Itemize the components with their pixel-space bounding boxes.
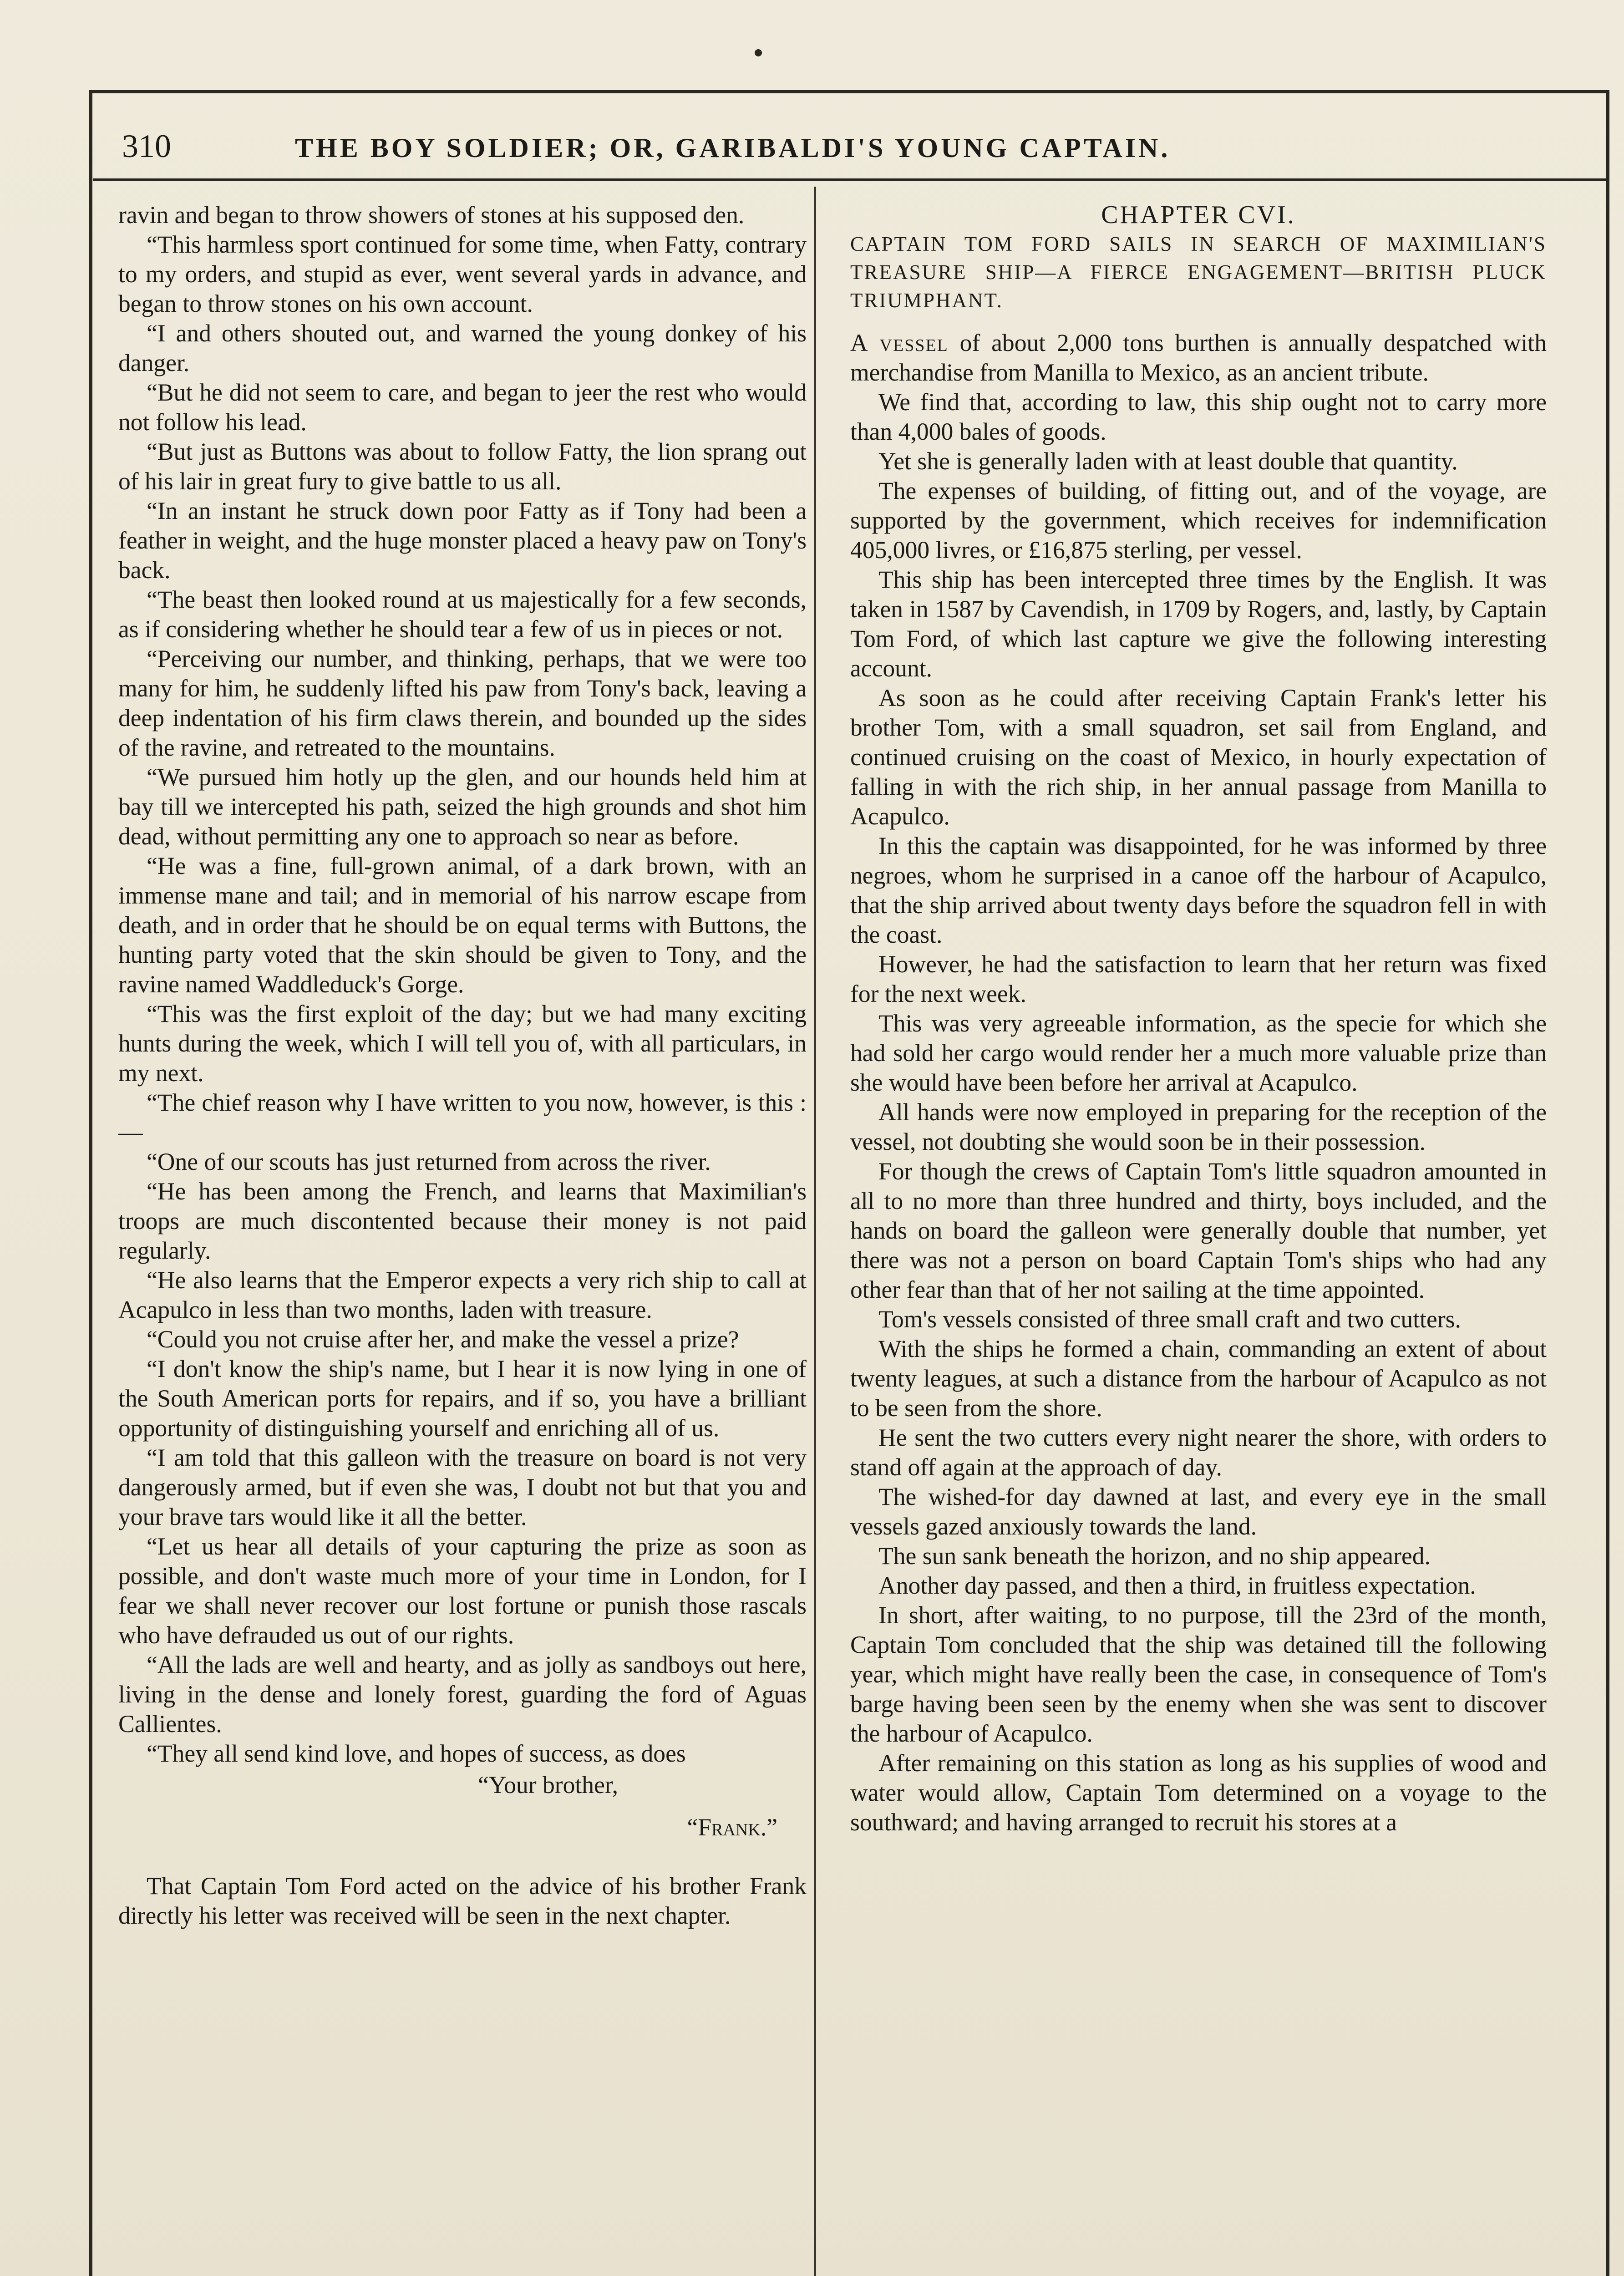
running-title: THE BOY SOLDIER; OR, GARIBALDI'S YOUNG CAPTAIN.	[295, 133, 1171, 163]
paragraph: “We pursued him hotly up the glen, and our hounds held him at bay till we intercepted his path, seized the high grounds and shot him dead, without permitting any one to approach so near as before.	[118, 763, 807, 850]
paragraph: This ship has been intercepted three times by the English. It was taken in 1587 by Cavendish, in 1709 by Rogers, and, lastly, by Captain Tom Ford, of which last capture we give the following interesting account.	[850, 566, 1547, 682]
paragraph: Yet she is generally laden with at least double that quantity.	[878, 447, 1458, 475]
paragraph: In short, after waiting, to no purpose, till the 23rd of the month, Captain Tom concluded that the ship was detained till the following year, which might have really been the case, in consequence of Tom's barge having been seen by the enemy when she was sent to discover the harbour of Acapulco.	[850, 1601, 1547, 1747]
paragraph: “In an instant he struck down poor Fatty as if Tony had been a feather in weight, and the huge monster placed a heavy paw on Tony's back.	[118, 497, 807, 584]
paragraph: “I am told that this galleon with the treasure on board is not very dangerously armed, but if even she was, I doubt not but that you and your brave tars would like it all the better.	[118, 1444, 807, 1530]
closing-paragraph: That Captain Tom Ford acted on the advice of his brother Frank directly his letter was received will be seen in the next chapter.	[118, 1872, 807, 1929]
first-paragraph-text: of about 2,000 tons burthen is annually despatched with merchandise from Manilla to Mexico, as an ancient tribute.	[850, 329, 1547, 386]
paragraph: “I and others shouted out, and warned the young donkey of his danger.	[118, 320, 807, 376]
page-header	[122, 127, 1574, 173]
column-divider	[814, 187, 816, 2276]
paragraph: ravin and began to throw showers of stones at his supposed den.	[118, 201, 745, 229]
paragraph: With the ships he formed a chain, commanding an extent of about twenty leagues, at such a distance from the harbour of Acapulco as not to be seen from the shore.	[850, 1335, 1547, 1422]
paragraph: “Could you not cruise after her, and make the vessel a prize?	[147, 1326, 739, 1353]
paragraph: The sun sank beneath the horizon, and no ship appeared.	[878, 1542, 1431, 1570]
paragraph: “He has been among the French, and learns that Maximilian's troops are much discontented because their money is not paid regularly.	[118, 1178, 807, 1264]
header-rule	[93, 178, 1606, 181]
paragraph: “Let us hear all details of your capturing the prize as soon as possible, and don't waste much more of your time in London, for I fear we shall never recover our lost fortune or punish those rascals who have defrauded us out of our rights.	[118, 1533, 807, 1649]
paragraph: He sent the two cutters every night nearer the shore, with orders to stand off again at the approach of day.	[850, 1424, 1547, 1481]
paragraph: “But he did not seem to care, and began to jeer the rest who would not follow his lead.	[118, 379, 807, 436]
paragraph: All hands were now employed in preparing for the reception of the vessel, not doubting she would soon be in their possession.	[850, 1098, 1547, 1155]
paragraph: This was very agreeable information, as the specie for which she had sold her cargo would render her a much more valuable prize than she would have been before her arrival at Acapulco.	[850, 1010, 1547, 1096]
ink-dot	[755, 49, 762, 56]
paragraph: “The chief reason why I have written to you now, however, is this :—	[118, 1089, 807, 1146]
paragraph: As soon as he could after receiving Captain Frank's letter his brother Tom, with a small squadron, set sail from England, and continued cruising on the coast of Mexico, in hourly expectation of falling in with the rich ship, in her annual passage from Manilla to Acapulco.	[850, 684, 1547, 830]
chapter-summary: CAPTAIN TOM FORD SAILS IN SEARCH OF MAXIMILIAN'S TREASURE SHIP—A FIERCE ENGAGEMENT—BRITISH PLUCK TRIUMPHANT.	[850, 233, 1547, 312]
right-column	[850, 200, 1547, 2276]
paragraph: Another day passed, and then a third, in fruitless expectation.	[878, 1572, 1476, 1599]
paragraph: “This harmless sport continued for some time, when Fatty, contrary to my orders, and stupid as ever, went several yards in advance, and began to throw stones on his own account.	[118, 231, 807, 317]
page-number: 310	[122, 128, 171, 164]
paragraph: “One of our scouts has just returned from across the river.	[147, 1148, 711, 1175]
top-rule	[89, 90, 1609, 93]
letter-signature-name: “Frank.”	[687, 1814, 777, 1841]
paragraph: We find that, according to law, this ship ought not to carry more than 4,000 bales of goods.	[850, 388, 1547, 445]
left-column	[118, 200, 807, 2276]
first-paragraph	[850, 328, 1547, 387]
paragraph: “They all send kind love, and hopes of success, as does	[147, 1740, 686, 1767]
paragraph: In this the captain was disappointed, for he was informed by three negroes, whom he surprised in a canoe off the harbour of Acapulco, that the ship arrived about twenty days before the squadron fell in with the coast.	[850, 832, 1547, 948]
paragraph: “He also learns that the Emperor expects a very rich ship to call at Acapulco in less than two months, laden with treasure.	[118, 1266, 807, 1323]
paragraph: For though the crews of Captain Tom's little squadron amounted in all to no more than three hundred and thirty, boys included, and the hands on board the galleon were generally double that number, yet there was not a person on board Captain Tom's ships who had any other fear than that of her not sailing at the time appointed.	[850, 1158, 1547, 1303]
paragraph: “The beast then looked round at us majestically for a few seconds, as if considering whether he should tear a few of us in pieces or not.	[118, 586, 807, 643]
paragraph: “I don't know the ship's name, but I hear it is now lying in one of the South American ports for repairs, and if so, you have a brilliant opportunity of distinguishing yourself and enriching all of us.	[118, 1355, 807, 1442]
paragraph: “All the lads are well and hearty, and as jolly as sandboys out here, living in the dense and lonely forest, guarding the ford of Aguas Callientes.	[118, 1651, 807, 1737]
paragraph: However, he had the satisfaction to learn that her return was fixed for the next week.	[850, 950, 1547, 1007]
paragraph: The expenses of building, of fitting out, and of the voyage, are supported by the government, which receives for indemnification 405,000 livres, or £16,875 sterling, per vessel.	[850, 477, 1547, 564]
paragraph: Tom's vessels consisted of three small craft and two cutters.	[878, 1306, 1461, 1333]
paragraph: The wished-for day dawned at last, and every eye in the small vessels gazed anxiously towards the land.	[850, 1483, 1547, 1540]
paragraph: After remaining on this station as long as his supplies of wood and water would allow, Captain Tom determined on a voyage to the southward; and having arranged to recruit his stores at a	[850, 1749, 1547, 1836]
chapter-title: CHAPTER CVI.	[1101, 201, 1296, 229]
paragraph: “He was a fine, full-grown animal, of a dark brown, with an immense mane and tail; and in memorial of his narrow escape from death, and in order that he should be on equal terms with Buttons, the hunting party voted that the skin should be given to Tony, and the ravine named Waddleduck's Gorge.	[118, 852, 807, 998]
paragraph: “Perceiving our number, and thinking, perhaps, that we were too many for him, he suddenly lifted his paw from Tony's back, leaving a deep indentation of his firm claws therein, and bounded up the sides of the ravine, and retreated to the mountains.	[118, 645, 807, 761]
paragraph: “But just as Buttons was about to follow Fatty, the lion sprang out of his lair in great fury to give battle to us all.	[118, 438, 807, 495]
letter-signature-salutation: “Your brother,	[478, 1771, 618, 1798]
first-paragraph-lead: A vessel	[850, 329, 949, 356]
paragraph: “This was the first exploit of the day; but we had many exciting hunts during the week, which I will tell you of, with all particulars, in my next.	[118, 1000, 807, 1087]
